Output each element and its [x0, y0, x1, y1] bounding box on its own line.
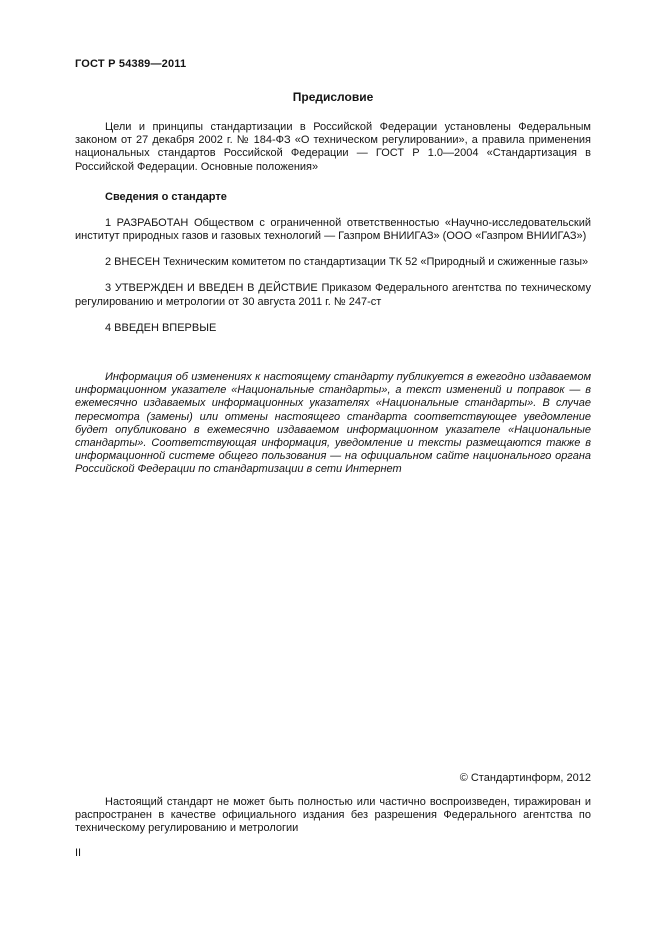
page-number: II [75, 846, 82, 859]
standard-info-item: 1 РАЗРАБОТАН Обществом с ограниченной ответственностью «Научно-исследовательский институт природных газов и газовых технологий — Газпром ВНИИГАЗ» (ООО «Газпром ВНИИГАЗ») [75, 216, 591, 243]
reproduction-restriction: Настоящий стандарт не может быть полностью или частично воспроизведен, тиражирован и распространен в качестве официального издания без разрешения Федерального агентства по техническому регулированию и метрологии [75, 796, 591, 835]
standard-info-item: 3 УТВЕРЖДЕН И ВВЕДЕН В ДЕЙСТВИЕ Приказом Федерального агентства по техническому регулированию и метрологии от 30 августа 2011 г. № 247-ст [75, 282, 591, 308]
copyright-notice: © Стандартинформ, 2012 [459, 772, 591, 784]
page-content [75, 58, 591, 477]
page-title: Предисловие [292, 90, 374, 104]
intro-paragraph: Цели и принципы стандартизации в Российской Федерации установлены Федеральным законом от 27 декабря 2002 г. № 184-ФЗ «О техническом регулировании», а правила применения национальных стандартов Российской Федерации — ГОСТ Р 1.0—2004 «Стандартизация в Российской Федерации. Основные положения» [75, 121, 591, 173]
document-code-header: ГОСТ Р 54389—2011 [75, 58, 187, 70]
section-heading-standard-info: Сведения о стандарте [105, 190, 227, 203]
standard-info-item: 2 ВНЕСЕН Техническим комитетом по стандартизации ТК 52 «Природный и сжиженные газы» [105, 256, 589, 269]
standard-info-item: 4 ВВЕДЕН ВПЕРВЫЕ [105, 321, 217, 334]
page-footer [75, 772, 591, 859]
amendments-notice: Информация об изменениях к настоящему стандарту публикуется в ежегодно издаваемом информационном указателе «Национальные стандарты», а текст изменений и поправок — в ежемесячно издаваемых информационных указателях «Национальные стандарты». В случае пересмотра (замены) или отмены настоящего стандарта соответствующее уведомление будет опубликовано в ежемесячно издаваемом информационном указателе «Национальные стандарты». Соответствующая информация, уведомление и тексты размещаются также в информационной системе общего пользования — на официальном сайте национального органа Российской Федерации по стандартизации в сети Интернет [75, 371, 591, 476]
